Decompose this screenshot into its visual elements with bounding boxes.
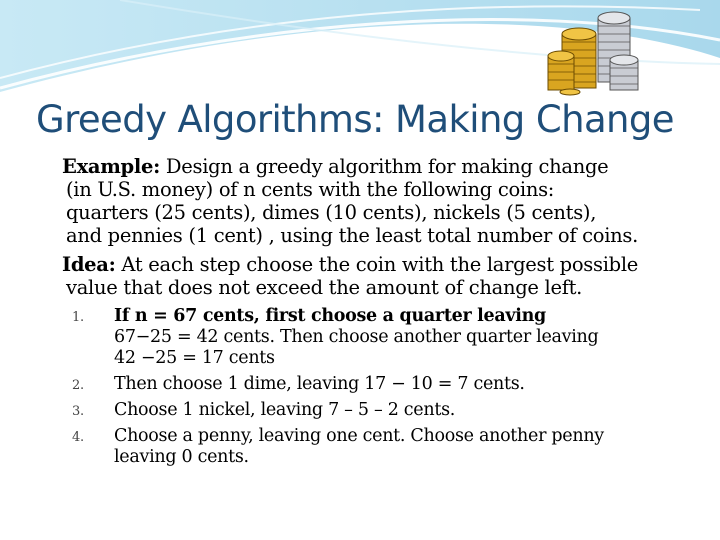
step-3-line-1: Choose 1 nickel, leaving 7 – 5 – 2 cents. (114, 400, 456, 420)
example-label: Example: (62, 155, 161, 178)
step-number: 2. (72, 378, 84, 393)
step-4-line-1: Choose a penny, leaving one cent. Choose another penny (114, 426, 604, 446)
example-line-1: Design a greedy algorithm for making change (165, 155, 609, 178)
stacked-coins-icon (540, 4, 650, 96)
step-1-line-3: 42 −25 = 17 cents (114, 348, 275, 368)
idea-paragraph (62, 253, 638, 299)
example-line-2: (in U.S. money) of n cents with the following coins: (66, 178, 555, 201)
list-item (72, 306, 692, 369)
step-number: 1. (72, 310, 84, 325)
idea-label: Idea: (62, 253, 116, 276)
list-item (72, 374, 692, 395)
idea-line-1: At each step choose the coin with the largest possible (121, 253, 639, 276)
step-number: 4. (72, 430, 84, 445)
steps-list (72, 306, 692, 473)
step-1-line-1: If n = 67 cents, first choose a quarter leaving (114, 306, 546, 326)
idea-line-2: value that does not exceed the amount of change left. (66, 276, 583, 299)
slide-title: Greedy Algorithms: Making Change (36, 98, 674, 141)
step-1-line-2: 67−25 = 42 cents. Then choose another quarter leaving (114, 327, 599, 347)
step-4-line-2: leaving 0 cents. (114, 447, 249, 467)
example-paragraph (62, 155, 638, 247)
step-2-line-1: Then choose 1 dime, leaving 17 − 10 = 7 cents. (114, 374, 525, 394)
example-line-3: quarters (25 cents), dimes (10 cents), nickels (5 cents), (66, 201, 597, 224)
list-item (72, 426, 692, 468)
list-item (72, 400, 692, 421)
example-line-4: and pennies (1 cent) , using the least total number of coins. (66, 224, 639, 247)
step-number: 3. (72, 404, 84, 419)
